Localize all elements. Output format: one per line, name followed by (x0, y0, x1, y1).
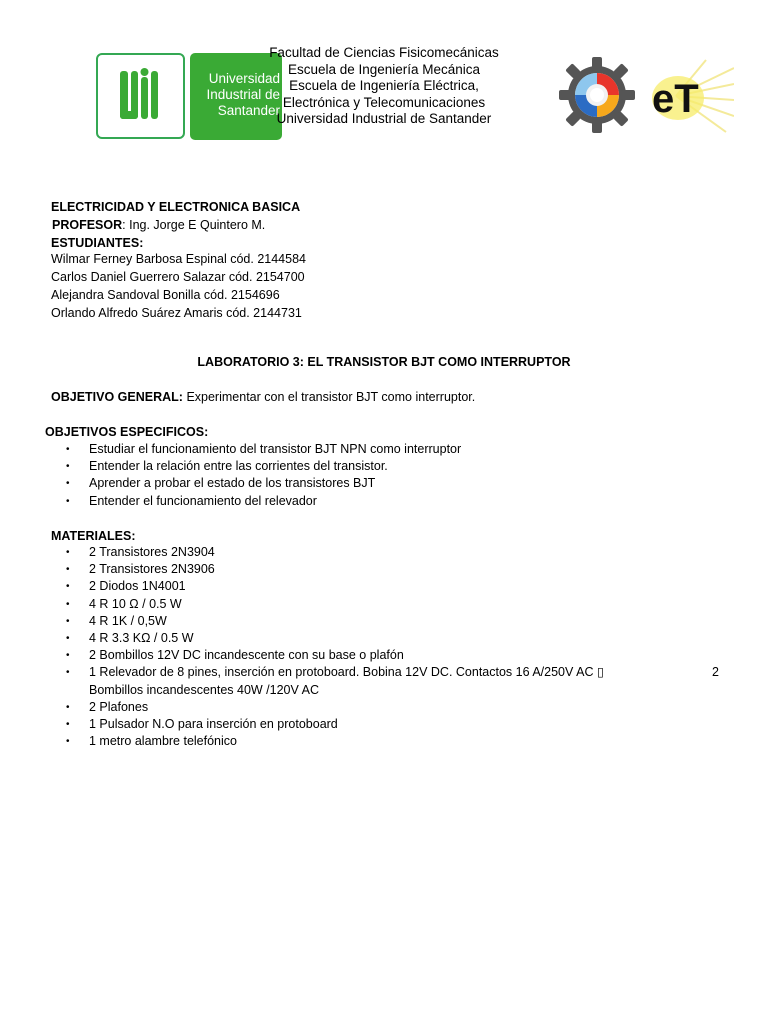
uis-monogram-logo (96, 53, 185, 139)
list-item-text: Aprender a probar el estado de los transistores BJT (89, 476, 376, 491)
uis-logo-line: Universidad (208, 71, 280, 86)
relay-line-2: Bombillos incandescentes 40W /120V AC (89, 682, 319, 697)
student-name: Alejandra Sandoval Bonilla cód. 2154696 (51, 288, 280, 302)
uis-monogram-icon (98, 55, 183, 137)
professor-name: : Ing. Jorge E Quintero M. (122, 218, 266, 232)
bullet-icon: • (66, 650, 70, 662)
general-objective-label: OBJETIVO GENERAL: (51, 390, 183, 404)
list-item-text: Entender la relación entre las corrientes del transistor. (89, 459, 388, 474)
bullet-icon: • (66, 461, 70, 473)
student-name: Carlos Daniel Guerrero Salazar cód. 2154700 (51, 270, 305, 284)
bullet-icon: • (66, 547, 70, 558)
institution-line: Universidad Industrial de Santander (276, 111, 492, 126)
list-item-text: 4 R 10 Ω / 0.5 W (89, 596, 182, 611)
list-item (0, 475, 461, 492)
institution-line: Electrónica y Telecomunicaciones (282, 94, 486, 110)
professor-line (52, 217, 265, 233)
list-item (0, 716, 768, 733)
gear-icon (558, 55, 636, 135)
list-item (0, 441, 461, 458)
et-logo-text: eT (652, 77, 699, 121)
bullet-icon: • (66, 719, 70, 731)
list-item (0, 544, 768, 561)
institution-header (200, 45, 568, 128)
bullet-icon: • (66, 444, 70, 455)
missing-glyph-icon: ▯ (596, 665, 604, 680)
list-item-text: 2 Transistores 2N3904 (89, 545, 215, 559)
materials-list (0, 544, 768, 750)
relay-line-1 (89, 664, 768, 681)
lab-title: LABORATORIO 3: EL TRANSISTOR BJT COMO INTERRUPTOR (197, 355, 571, 369)
bullet-icon: • (66, 615, 70, 627)
bullet-icon: • (66, 564, 70, 576)
list-item-text: 2 Transistores 2N3906 (89, 562, 215, 577)
student-name: Orlando Alfredo Suárez Amaris cód. 2144731 (51, 306, 302, 320)
specific-objectives-list (0, 441, 461, 510)
relay-text: 1 Relevador de 8 pines, inserción en protoboard. Bobina 12V DC. Contactos 16 A/250V AC (89, 665, 597, 680)
electrical-school-et-logo (646, 58, 734, 134)
list-item (0, 630, 768, 647)
list-item (0, 596, 768, 613)
list-item-relay (0, 664, 768, 698)
list-item (0, 561, 768, 578)
list-item (0, 578, 768, 595)
list-item (0, 733, 768, 750)
list-item (0, 647, 768, 664)
list-item (0, 699, 768, 716)
materials-label: MATERIALES: (51, 529, 136, 543)
list-item-text: Entender el funcionamiento del relevador (89, 493, 317, 508)
student-name: Wilmar Ferney Barbosa Espinal cód. 2144584 (51, 252, 306, 266)
specific-objectives-label: OBJETIVOS ESPECIFICOS: (45, 425, 209, 439)
bullet-icon: • (66, 495, 70, 507)
bullet-icon: • (66, 701, 70, 713)
bullet-icon: • (66, 667, 70, 679)
bullet-icon: • (66, 478, 70, 490)
bullet-icon: • (66, 633, 70, 645)
list-item-text: 1 Pulsador N.O para inserción en protoboard (89, 717, 338, 732)
list-item-text: Estudiar el funcionamiento del transistor BJT NPN como interruptor (89, 442, 462, 456)
bullet-icon: • (66, 736, 70, 748)
relay-trailing-number: 2 (712, 665, 719, 680)
list-item-text: 2 Bombillos 12V DC incandescente con su base o plafón (89, 648, 404, 663)
course-title: ELECTRICIDAD Y ELECTRONICA BASICA (51, 200, 301, 214)
list-item-text: 4 R 1K / 0,5W (89, 613, 167, 628)
bullet-icon: • (66, 598, 70, 610)
institution-line: Escuela de Ingeniería Eléctrica, (289, 78, 479, 93)
general-objective-text: Experimentar con el transistor BJT como interruptor. (182, 390, 476, 404)
list-item (0, 613, 768, 630)
et-logo-icon (646, 58, 734, 134)
list-item (0, 493, 461, 510)
mechanical-school-gear-logo (558, 55, 636, 135)
uis-logo-line: Santander (217, 103, 280, 118)
professor-label: PROFESOR (52, 218, 123, 232)
list-item (0, 458, 461, 475)
institution-line: Facultad de Ciencias Fisicomecánicas (269, 45, 499, 60)
general-objective (51, 389, 475, 405)
bullet-icon: • (66, 581, 70, 593)
list-item-text: 1 metro alambre telefónico (89, 734, 237, 749)
uis-logo-line: Industrial de (206, 87, 280, 102)
list-item-text: 2 Diodos 1N4001 (89, 579, 186, 594)
list-item-text: 2 Plafones (89, 699, 149, 714)
list-item-text: 4 R 3.3 KΩ / 0.5 W (89, 631, 194, 646)
students-label: ESTUDIANTES: (51, 236, 144, 250)
institution-line: Escuela de Ingeniería Mecánica (287, 61, 481, 77)
